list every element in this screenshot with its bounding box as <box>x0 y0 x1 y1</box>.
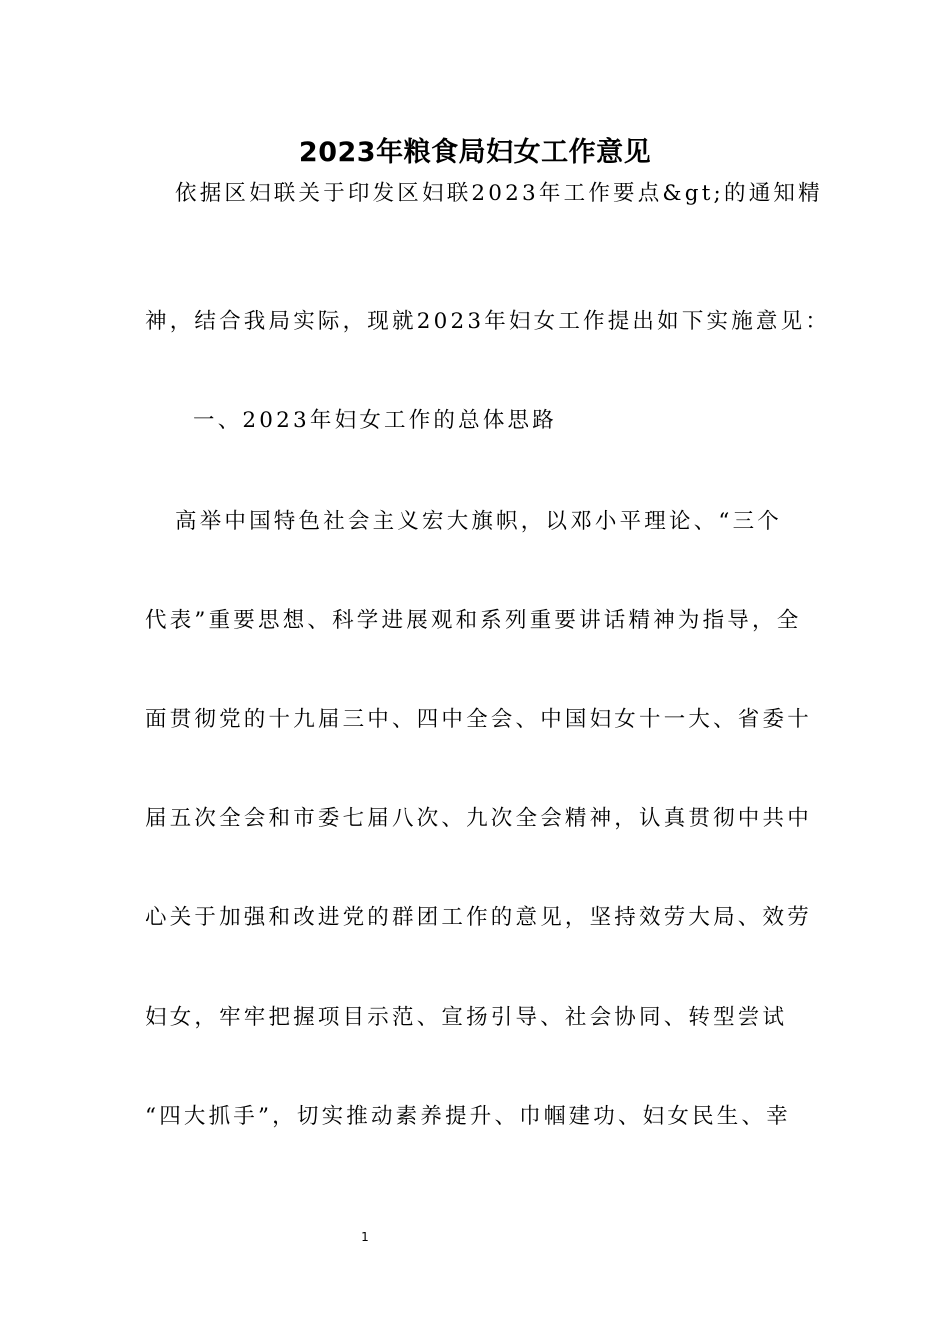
paragraph-line-1: 依据区妇联关于印发区妇联2023年工作要点&gt;的通知精 <box>175 181 823 206</box>
paragraph-line-4: 代表”重要思想、科学进展观和系列重要讲话精神为指导，全 <box>145 608 802 633</box>
section-heading: 一、2023年妇女工作的总体思路 <box>193 408 557 433</box>
paragraph-line-9: “四大抓手”，切实推动素养提升、巾帼建功、妇女民生、幸 <box>145 1104 791 1129</box>
paragraph-line-5: 面贯彻党的十九届三中、四中全会、中国妇女十一大、省委十 <box>145 707 812 732</box>
paragraph-line-2: 神，结合我局实际，现就2023年妇女工作提出如下实施意见： <box>145 309 831 334</box>
paragraph-line-3: 高举中国特色社会主义宏大旗帜，以邓小平理论、“三个 <box>175 509 782 534</box>
paragraph-line-8: 妇女，牢牢把握项目示范、宣扬引导、社会协同、转型尝试 <box>145 1005 788 1030</box>
paragraph-line-6: 届五次全会和市委七届八次、九次全会精神，认真贯彻中共中 <box>145 806 812 831</box>
document-title: 2023年粮食局妇女工作意见 <box>298 137 652 168</box>
page-number: 1 <box>361 1230 369 1244</box>
paragraph-line-7: 心关于加强和改进党的群团工作的意见，坚持效劳大局、效劳 <box>145 905 812 930</box>
